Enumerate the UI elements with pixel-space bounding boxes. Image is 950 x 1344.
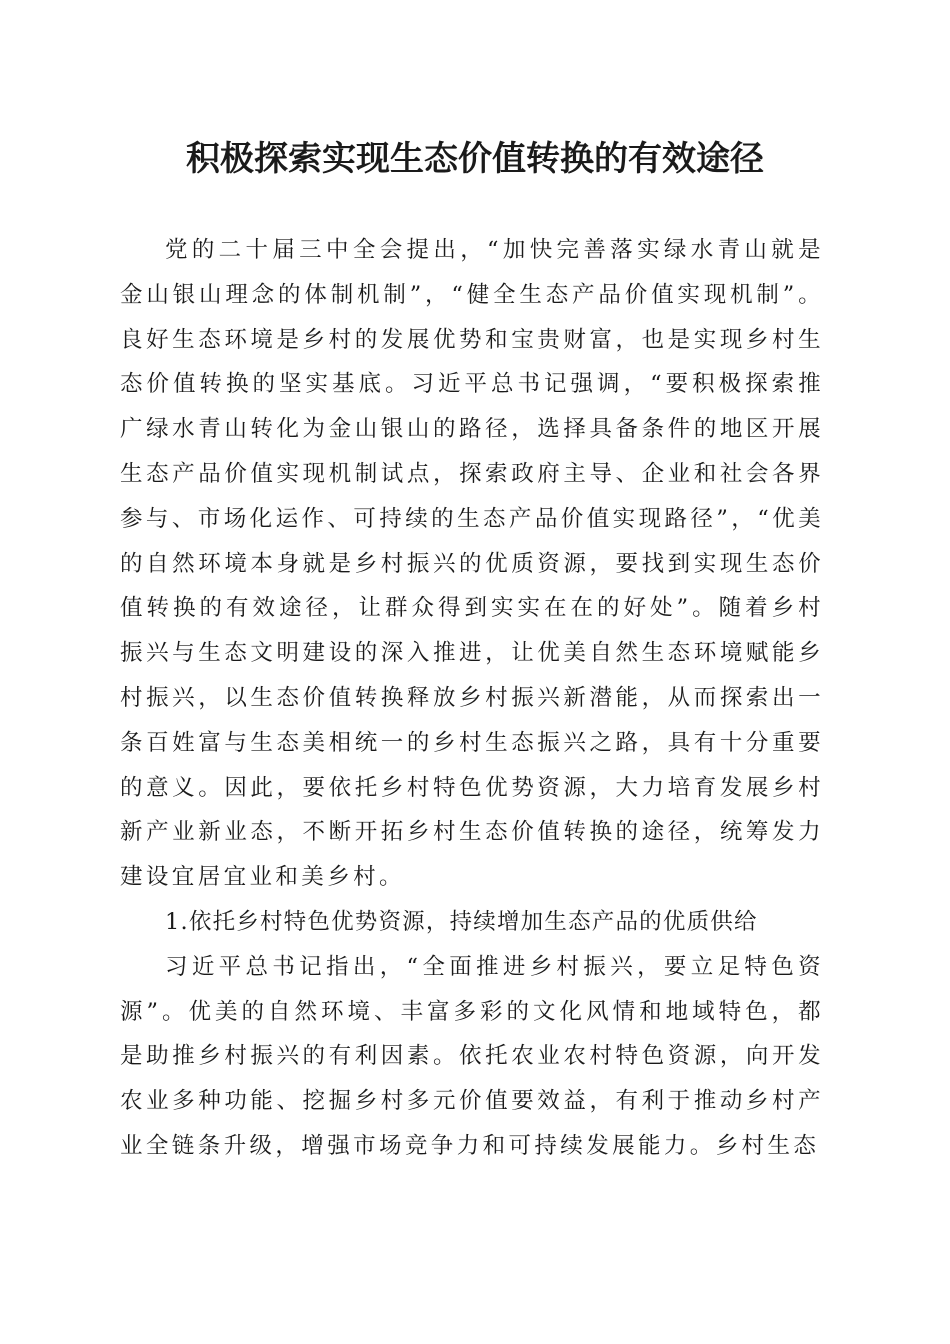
section-paragraph: 习近平总书记指出，“全面推进乡村振兴，要立足特色资源”。优美的自然环境、丰富多彩的文化风情和地域特色，都是助推乡村振兴的有利因素。依托农业农村特色资源，向开发农业多种功能、挖掘乡村多元价值要效益，有利于推动乡村产业全链条升级，增强市场竞争力和可持续发展能力。乡村生态: [120, 953, 824, 1159]
document-title: 积极探索实现生态价值转换的有效途径: [186, 139, 764, 179]
document-body: [120, 228, 824, 1169]
section-heading: 1.依托乡村特色优势资源，持续增加生态产品的优质供给: [165, 908, 758, 935]
intro-paragraph: 党的二十届三中全会提出，“加快完善落实绿水青山就是金山银山理念的体制机制”，“健全生态产品价值实现机制”。良好生态环境是乡村的发展优势和宝贵财富，也是实现乡村生态价值转换的坚实基底。习近平总书记强调，“要积极探索推广绿水青山转化为金山银山的路径，选择具备条件的地区开展生态产品价值实现机制试点，探索政府主导、企业和社会各界参与、市场化运作、可持续的生态产品价值实现路径”，“优美的自然环境本身就是乡村振兴的优质资源，要找到实现生态价值转换的有效途径，让群众得到实实在在的好处”。随着乡村振兴与生态文明建设的深入推进，让优美自然生态环境赋能乡村振兴，以生态价值转换释放乡村振兴新潜能，从而探索出一条百姓富与生态美相统一的乡村生态振兴之路，具有十分重要的意义。因此，要依托乡村特色优势资源，大力培育发展乡村新产业新业态，不断开拓乡村生态价值转换的途径，统筹发力建设宜居宜业和美乡村。: [120, 237, 824, 891]
